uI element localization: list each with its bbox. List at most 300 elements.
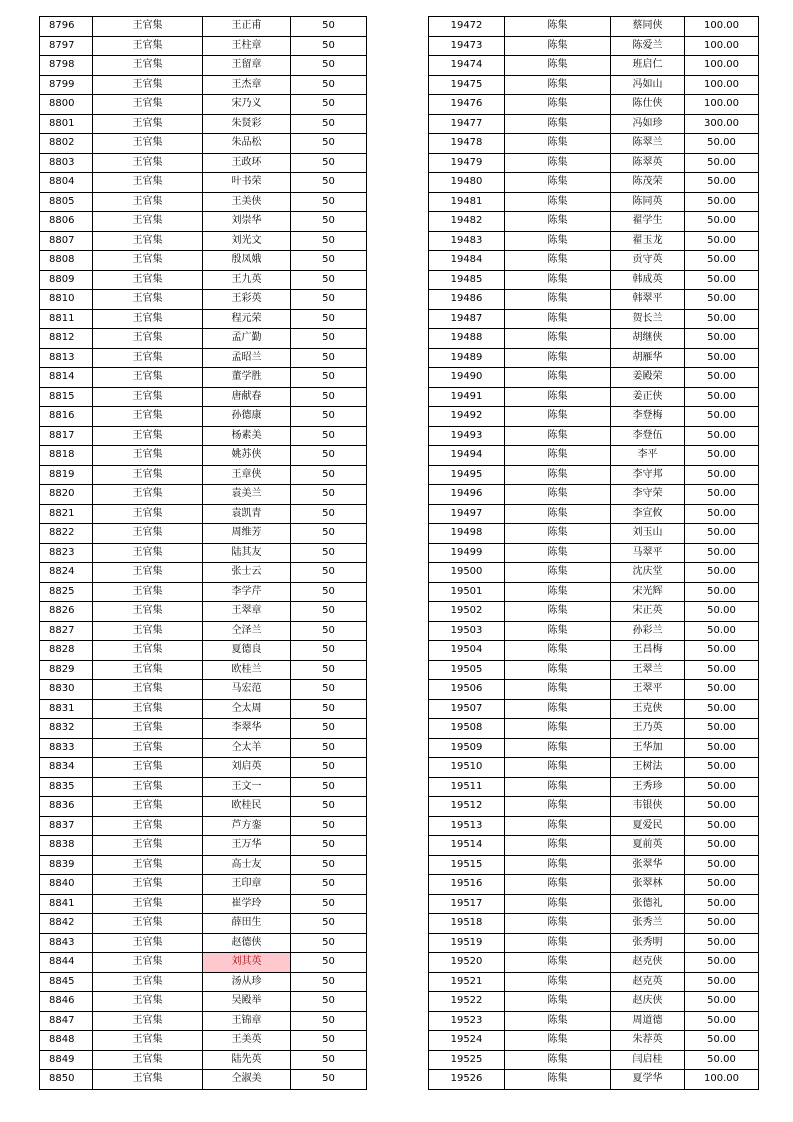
amount-cell: 50.00 (685, 309, 759, 329)
village-cell: 陈集 (505, 641, 611, 661)
village-cell: 王官集 (93, 660, 203, 680)
row-id-cell: 8823 (40, 543, 93, 563)
village-cell: 王官集 (93, 582, 203, 602)
row-id-cell: 19521 (429, 972, 505, 992)
name-cell: 姜正侠 (611, 387, 685, 407)
village-cell: 王官集 (93, 309, 203, 329)
village-cell: 陈集 (505, 524, 611, 544)
row-id-cell: 19481 (429, 192, 505, 212)
village-cell: 王官集 (93, 719, 203, 739)
amount-cell: 50 (291, 56, 367, 76)
row-id-cell: 19524 (429, 1031, 505, 1051)
table-row (429, 1050, 759, 1070)
village-cell: 王官集 (93, 407, 203, 427)
amount-cell: 50.00 (685, 426, 759, 446)
amount-cell: 50.00 (685, 563, 759, 583)
row-id-cell: 19490 (429, 368, 505, 388)
village-cell: 王官集 (93, 56, 203, 76)
table-row (429, 329, 759, 349)
village-cell: 王官集 (93, 836, 203, 856)
amount-cell: 50 (291, 212, 367, 232)
village-cell: 陈集 (505, 309, 611, 329)
row-id-cell: 8817 (40, 426, 93, 446)
name-cell: 宋光辉 (611, 582, 685, 602)
row-id-cell: 19513 (429, 816, 505, 836)
amount-cell: 50.00 (685, 602, 759, 622)
row-id-cell: 19510 (429, 758, 505, 778)
name-cell: 王文一 (203, 777, 291, 797)
name-cell: 李翠华 (203, 719, 291, 739)
name-cell: 王正甫 (203, 17, 291, 37)
table-row (40, 212, 367, 232)
village-cell: 王官集 (93, 797, 203, 817)
amount-cell: 50.00 (685, 972, 759, 992)
row-id-cell: 19474 (429, 56, 505, 76)
table-row (429, 914, 759, 934)
village-cell: 王官集 (93, 114, 203, 134)
row-id-cell: 8824 (40, 563, 93, 583)
row-id-cell: 8802 (40, 134, 93, 154)
name-cell: 李登伍 (611, 426, 685, 446)
village-cell: 陈集 (505, 231, 611, 251)
table-row (40, 1031, 367, 1051)
amount-cell: 50 (291, 329, 367, 349)
amount-cell: 50 (291, 231, 367, 251)
village-cell: 陈集 (505, 426, 611, 446)
table-row (429, 563, 759, 583)
name-cell: 袁凯青 (203, 504, 291, 524)
village-cell: 陈集 (505, 114, 611, 134)
row-id-cell: 8833 (40, 738, 93, 758)
name-cell: 杨素美 (203, 426, 291, 446)
amount-cell: 50 (291, 719, 367, 739)
amount-cell: 50 (291, 173, 367, 193)
row-id-cell: 19489 (429, 348, 505, 368)
amount-cell: 50 (291, 134, 367, 154)
table-row (40, 855, 367, 875)
row-id-cell: 8835 (40, 777, 93, 797)
name-cell: 陈翠兰 (611, 134, 685, 154)
village-cell: 陈集 (505, 290, 611, 310)
amount-cell: 50.00 (685, 933, 759, 953)
table-row (429, 36, 759, 56)
table-row (40, 875, 367, 895)
row-id-cell: 19511 (429, 777, 505, 797)
name-cell: 李宣攸 (611, 504, 685, 524)
table-row (429, 953, 759, 973)
amount-cell: 50.00 (685, 465, 759, 485)
name-cell: 夏爱民 (611, 816, 685, 836)
amount-cell: 50.00 (685, 953, 759, 973)
amount-cell: 50 (291, 407, 367, 427)
amount-cell: 50.00 (685, 251, 759, 271)
amount-cell: 50.00 (685, 524, 759, 544)
amount-cell: 50.00 (685, 504, 759, 524)
name-cell: 张秀明 (611, 933, 685, 953)
amount-cell: 50 (291, 114, 367, 134)
amount-cell: 50.00 (685, 621, 759, 641)
village-cell: 陈集 (505, 621, 611, 641)
village-cell: 王官集 (93, 855, 203, 875)
amount-cell: 50 (291, 465, 367, 485)
table-row (40, 699, 367, 719)
name-cell: 程元荣 (203, 309, 291, 329)
amount-cell: 50.00 (685, 914, 759, 934)
name-cell: 叶书荣 (203, 173, 291, 193)
village-cell: 陈集 (505, 1031, 611, 1051)
table-row (429, 153, 759, 173)
amount-cell: 50 (291, 933, 367, 953)
name-cell: 张士云 (203, 563, 291, 583)
amount-cell: 50.00 (685, 797, 759, 817)
amount-cell: 50 (291, 660, 367, 680)
name-cell: 王翠平 (611, 680, 685, 700)
table-row (40, 309, 367, 329)
table-row (40, 134, 367, 154)
village-cell: 陈集 (505, 836, 611, 856)
village-cell: 陈集 (505, 563, 611, 583)
row-id-cell: 19504 (429, 641, 505, 661)
table-row (40, 368, 367, 388)
name-cell: 陆先英 (203, 1050, 291, 1070)
table-row (429, 17, 759, 37)
village-cell: 王官集 (93, 914, 203, 934)
name-cell: 王留章 (203, 56, 291, 76)
row-id-cell: 19503 (429, 621, 505, 641)
table-row (40, 485, 367, 505)
amount-cell: 50.00 (685, 758, 759, 778)
table-row (40, 348, 367, 368)
amount-cell: 50 (291, 699, 367, 719)
village-cell: 王官集 (93, 875, 203, 895)
table-row (40, 797, 367, 817)
table-row (40, 192, 367, 212)
name-cell: 朱贤彩 (203, 114, 291, 134)
row-id-cell: 8804 (40, 173, 93, 193)
amount-cell: 50.00 (685, 485, 759, 505)
name-cell: 赵克侠 (611, 953, 685, 973)
village-cell: 陈集 (505, 212, 611, 232)
village-cell: 王官集 (93, 1050, 203, 1070)
row-id-cell: 8821 (40, 504, 93, 524)
village-cell: 王官集 (93, 1031, 203, 1051)
name-cell: 胡继侠 (611, 329, 685, 349)
village-cell: 陈集 (505, 407, 611, 427)
table-row (429, 387, 759, 407)
name-cell: 陈翠英 (611, 153, 685, 173)
village-cell: 陈集 (505, 797, 611, 817)
table-row (429, 972, 759, 992)
village-cell: 陈集 (505, 1050, 611, 1070)
village-cell: 王官集 (93, 933, 203, 953)
name-cell: 刘启英 (203, 758, 291, 778)
village-cell: 王官集 (93, 290, 203, 310)
row-id-cell: 19484 (429, 251, 505, 271)
name-cell: 周维芳 (203, 524, 291, 544)
name-cell: 王乃英 (611, 719, 685, 739)
table-row (429, 1031, 759, 1051)
name-cell: 王克侠 (611, 699, 685, 719)
row-id-cell: 19500 (429, 563, 505, 583)
table-row (429, 621, 759, 641)
table-row (429, 855, 759, 875)
row-id-cell: 19517 (429, 894, 505, 914)
village-cell: 王官集 (93, 699, 203, 719)
table-row (40, 504, 367, 524)
table-row (429, 582, 759, 602)
name-cell: 王翠兰 (611, 660, 685, 680)
name-cell: 刘崇华 (203, 212, 291, 232)
table-row (429, 348, 759, 368)
name-cell: 马宏范 (203, 680, 291, 700)
row-id-cell: 19473 (429, 36, 505, 56)
table-row (40, 290, 367, 310)
name-cell: 韩翠平 (611, 290, 685, 310)
row-id-cell: 19495 (429, 465, 505, 485)
row-id-cell: 19502 (429, 602, 505, 622)
village-cell: 陈集 (505, 1011, 611, 1031)
table-row (429, 290, 759, 310)
village-cell: 陈集 (505, 894, 611, 914)
village-cell: 王官集 (93, 446, 203, 466)
village-cell: 王官集 (93, 485, 203, 505)
village-cell: 王官集 (93, 36, 203, 56)
table-row (429, 816, 759, 836)
amount-cell: 50 (291, 563, 367, 583)
name-cell: 王杰章 (203, 75, 291, 95)
table-row (40, 719, 367, 739)
amount-cell: 50 (291, 192, 367, 212)
row-id-cell: 8822 (40, 524, 93, 544)
amount-cell: 50 (291, 348, 367, 368)
village-cell: 陈集 (505, 173, 611, 193)
row-id-cell: 8801 (40, 114, 93, 134)
village-cell: 陈集 (505, 816, 611, 836)
name-cell: 朱荐英 (611, 1031, 685, 1051)
table-row (429, 251, 759, 271)
row-id-cell: 19487 (429, 309, 505, 329)
row-id-cell: 19492 (429, 407, 505, 427)
row-id-cell: 19493 (429, 426, 505, 446)
village-cell: 陈集 (505, 738, 611, 758)
table-row (429, 758, 759, 778)
table-row (40, 329, 367, 349)
amount-cell: 50 (291, 816, 367, 836)
amount-cell: 50.00 (685, 660, 759, 680)
row-id-cell: 8811 (40, 309, 93, 329)
name-cell: 班启仁 (611, 56, 685, 76)
amount-cell: 50.00 (685, 836, 759, 856)
amount-cell: 50.00 (685, 290, 759, 310)
table-row (40, 153, 367, 173)
amount-cell: 50.00 (685, 1011, 759, 1031)
table-row (40, 933, 367, 953)
village-cell: 王官集 (93, 992, 203, 1012)
name-cell: 李学芹 (203, 582, 291, 602)
amount-cell: 50 (291, 992, 367, 1012)
row-id-cell: 19523 (429, 1011, 505, 1031)
village-cell: 王官集 (93, 17, 203, 37)
village-cell: 王官集 (93, 465, 203, 485)
amount-cell: 100.00 (685, 56, 759, 76)
name-cell: 欧桂民 (203, 797, 291, 817)
name-cell: 夏德良 (203, 641, 291, 661)
amount-cell: 50.00 (685, 407, 759, 427)
amount-cell: 50 (291, 758, 367, 778)
row-id-cell: 8846 (40, 992, 93, 1012)
amount-cell: 50.00 (685, 680, 759, 700)
amount-cell: 50.00 (685, 329, 759, 349)
row-id-cell: 19505 (429, 660, 505, 680)
village-cell: 王官集 (93, 270, 203, 290)
amount-cell: 50 (291, 426, 367, 446)
row-id-cell: 19478 (429, 134, 505, 154)
amount-cell: 50 (291, 36, 367, 56)
table-row (40, 738, 367, 758)
village-cell: 陈集 (505, 153, 611, 173)
table-row (40, 56, 367, 76)
village-cell: 王官集 (93, 641, 203, 661)
village-cell: 王官集 (93, 680, 203, 700)
table-row (429, 192, 759, 212)
amount-cell: 50 (291, 738, 367, 758)
amount-cell: 50.00 (685, 641, 759, 661)
village-cell: 王官集 (93, 816, 203, 836)
amount-cell: 50 (291, 1011, 367, 1031)
amount-cell: 50.00 (685, 719, 759, 739)
row-id-cell: 8825 (40, 582, 93, 602)
table-row (40, 407, 367, 427)
name-cell: 夏前英 (611, 836, 685, 856)
village-cell: 王官集 (93, 134, 203, 154)
amount-cell: 50 (291, 602, 367, 622)
name-cell: 王印章 (203, 875, 291, 895)
village-cell: 王官集 (93, 95, 203, 115)
row-id-cell: 19488 (429, 329, 505, 349)
row-id-cell: 8834 (40, 758, 93, 778)
name-cell: 刘玉山 (611, 524, 685, 544)
row-id-cell: 19491 (429, 387, 505, 407)
table-row (40, 641, 367, 661)
table-row (429, 173, 759, 193)
table-row (429, 992, 759, 1012)
row-id-cell: 8830 (40, 680, 93, 700)
row-id-cell: 8815 (40, 387, 93, 407)
name-cell: 王美英 (203, 1031, 291, 1051)
village-cell: 陈集 (505, 1070, 611, 1090)
row-id-cell: 19501 (429, 582, 505, 602)
row-id-cell: 8840 (40, 875, 93, 895)
village-cell: 王官集 (93, 524, 203, 544)
amount-cell: 100.00 (685, 95, 759, 115)
row-id-cell: 19472 (429, 17, 505, 37)
amount-cell: 50 (291, 387, 367, 407)
name-cell: 张翠华 (611, 855, 685, 875)
name-cell: 仝太周 (203, 699, 291, 719)
name-cell: 王锦章 (203, 1011, 291, 1031)
village-cell: 王官集 (93, 972, 203, 992)
village-cell: 陈集 (505, 251, 611, 271)
village-cell: 陈集 (505, 933, 611, 953)
row-id-cell: 19477 (429, 114, 505, 134)
village-cell: 陈集 (505, 387, 611, 407)
row-id-cell: 19479 (429, 153, 505, 173)
table-row (429, 407, 759, 427)
village-cell: 陈集 (505, 504, 611, 524)
row-id-cell: 8836 (40, 797, 93, 817)
village-cell: 王官集 (93, 192, 203, 212)
name-cell: 蔡同侠 (611, 17, 685, 37)
row-id-cell: 8849 (40, 1050, 93, 1070)
village-cell: 陈集 (505, 56, 611, 76)
row-id-cell: 8810 (40, 290, 93, 310)
name-cell: 唐献春 (203, 387, 291, 407)
village-cell: 王官集 (93, 212, 203, 232)
name-cell: 王秀珍 (611, 777, 685, 797)
amount-cell: 50 (291, 153, 367, 173)
name-cell: 孙彩兰 (611, 621, 685, 641)
row-id-cell: 8844 (40, 953, 93, 973)
table-row (429, 446, 759, 466)
amount-cell: 50 (291, 485, 367, 505)
row-id-cell: 19515 (429, 855, 505, 875)
village-cell: 王官集 (93, 738, 203, 758)
table-row (40, 270, 367, 290)
name-cell: 夏学华 (611, 1070, 685, 1090)
row-id-cell: 19486 (429, 290, 505, 310)
village-cell: 陈集 (505, 36, 611, 56)
name-cell: 薛田生 (203, 914, 291, 934)
table-row (40, 758, 367, 778)
row-id-cell: 19498 (429, 524, 505, 544)
amount-cell: 50 (291, 777, 367, 797)
row-id-cell: 8799 (40, 75, 93, 95)
right-table (428, 16, 759, 1090)
row-id-cell: 19519 (429, 933, 505, 953)
amount-cell: 50.00 (685, 231, 759, 251)
village-cell: 陈集 (505, 777, 611, 797)
village-cell: 陈集 (505, 719, 611, 739)
village-cell: 陈集 (505, 192, 611, 212)
name-cell: 吴殿举 (203, 992, 291, 1012)
amount-cell: 50.00 (685, 212, 759, 232)
row-id-cell: 8827 (40, 621, 93, 641)
row-id-cell: 8845 (40, 972, 93, 992)
amount-cell: 50 (291, 914, 367, 934)
name-cell: 赵庆侠 (611, 992, 685, 1012)
village-cell: 王官集 (93, 1011, 203, 1031)
name-cell: 张秀兰 (611, 914, 685, 934)
amount-cell: 50.00 (685, 543, 759, 563)
name-cell: 王美侠 (203, 192, 291, 212)
name-cell: 仝泽兰 (203, 621, 291, 641)
name-cell: 高士友 (203, 855, 291, 875)
name-cell: 陆其友 (203, 543, 291, 563)
name-cell: 欧桂兰 (203, 660, 291, 680)
village-cell: 王官集 (93, 621, 203, 641)
table-row (40, 660, 367, 680)
table-row (429, 543, 759, 563)
village-cell: 陈集 (505, 660, 611, 680)
table-row (429, 465, 759, 485)
row-id-cell: 8818 (40, 446, 93, 466)
village-cell: 王官集 (93, 348, 203, 368)
amount-cell: 50 (291, 641, 367, 661)
row-id-cell: 8820 (40, 485, 93, 505)
village-cell: 王官集 (93, 75, 203, 95)
amount-cell: 100.00 (685, 36, 759, 56)
village-cell: 陈集 (505, 543, 611, 563)
